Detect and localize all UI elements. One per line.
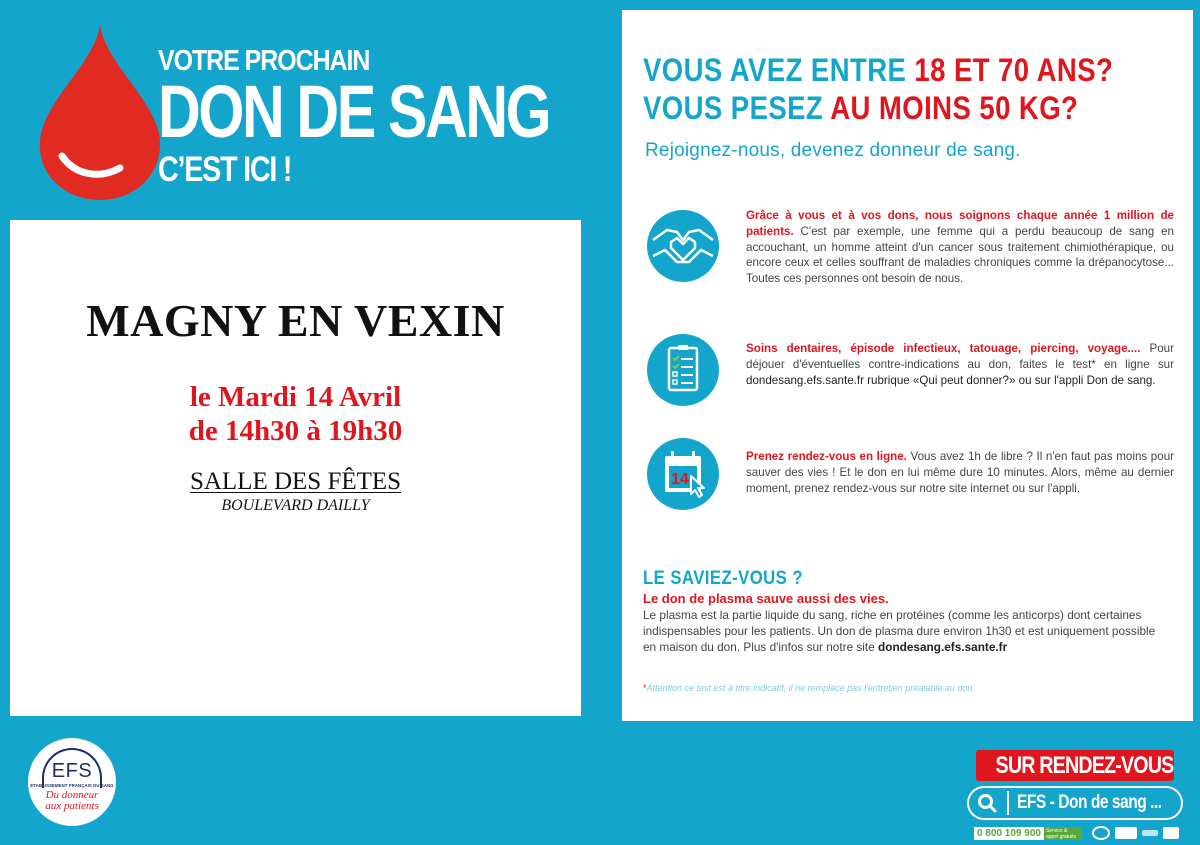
efs-motto-line-2: aux patients [45, 800, 99, 812]
event-venue [10, 468, 581, 496]
age-question [643, 52, 1113, 89]
join-tagline: Rejoignez-nous, devenez donneur de sang. [645, 140, 1021, 161]
heart-hands-icon [647, 210, 719, 282]
checklist-icon [647, 334, 719, 406]
info-block-appointment-body: Vous avez 1h de libre ? Il n'en faut pas moins pour sauver des vies ! Et le don en lui même dure 10 minutes. Alors, même au dernier moment, prenez rendez-vous sur notre site internet ou sur l'appli. [746, 450, 1174, 495]
hero-line-1: VOTRE PROCHAIN [158, 45, 370, 77]
appointment-badge-label: SUR RENDEZ-VOUS [995, 752, 1174, 779]
age-range: 18 ET 70 ANS [914, 52, 1096, 88]
search-icon [977, 793, 997, 813]
hero-line-3: C’EST ICI ! [158, 150, 292, 189]
event-date-day: le Mardi 14 Avril [189, 381, 402, 413]
partner-logo-icon [1115, 827, 1137, 839]
event-panel [10, 220, 581, 716]
appointment-badge [976, 750, 1174, 781]
info-block-patients-text [746, 208, 1174, 287]
blood-drop-icon [36, 22, 164, 202]
partner-logo-icon [1142, 830, 1158, 836]
search-box[interactable] [967, 786, 1183, 820]
event-date [10, 380, 581, 448]
weight-question [643, 90, 1078, 127]
info-block-patients-body: C'est par exemple, une femme qui a perdu beaucoup de sang en accouchant, un homme atteint d'un cancer sous traitement chimiothérapique, ou encore ceux et celles souffrant de maladies chroniques comme la drépanocytose... Toutes ces personnes ont besoin de nous. [746, 224, 1174, 286]
search-query: EFS - Don de sang ... [1017, 792, 1162, 813]
event-street: BOULEVARD DAILLY [221, 497, 370, 514]
did-you-know-body [643, 607, 1163, 655]
age-question-prefix: VOUS AVEZ ENTRE [643, 52, 915, 88]
partner-logo-icon [1092, 826, 1110, 840]
hero-title [158, 44, 647, 190]
phone-number[interactable]: 0 800 109 900 [974, 827, 1044, 840]
age-question-mark: ? [1095, 52, 1114, 88]
did-you-know-title: LE SAVIEZ-VOUS ? [643, 568, 804, 589]
phone-note: Service & appel gratuits [1044, 827, 1082, 840]
event-city: MAGNY EN VEXIN [86, 295, 505, 346]
contact-row [974, 826, 1179, 840]
info-block-appointment-headline: Prenez rendez-vous en ligne. [746, 450, 907, 463]
footnote [643, 683, 975, 693]
partner-logo-icon [1163, 827, 1179, 839]
efs-full-name: ÉTABLISSEMENT FRANÇAIS DU SANG [30, 783, 114, 788]
info-block-patients-headline: Grâce à vous et à vos dons, nous soignons chaque année 1 million de patients. [746, 209, 1174, 238]
weight-minimum: AU MOINS 50 KG [830, 90, 1062, 126]
info-block-eligibility-body: Pour déjouer d'éventuelles contre-indications au don, faites le test* en ligne sur [746, 342, 1174, 371]
info-block-eligibility-body-2: rubrique «Qui peut donner?» ou sur l'appli Don de sang. [863, 373, 1156, 387]
info-block-eligibility-headline: Soins dentaires, épisode infectieux, tatouage, piercing, voyage.... [746, 342, 1141, 355]
efs-motto [28, 790, 116, 812]
info-panel [622, 10, 1193, 721]
dondesang-link[interactable]: dondesang.efs.sante.fr [746, 373, 864, 387]
efs-motto-line-1: Du donneur [45, 789, 99, 801]
info-block-eligibility-text [746, 341, 1174, 388]
svg-text:14: 14 [671, 471, 689, 488]
dondesang-site-link[interactable]: dondesang.efs.sante.fr [878, 640, 1008, 654]
search-divider [1007, 791, 1009, 815]
partner-logos [1092, 826, 1179, 840]
weight-question-mark: ? [1061, 90, 1079, 126]
footnote-asterisk: * [643, 683, 647, 693]
footnote-text: Attention ce test est à titre indicatif, il ne remplace pas l'entretien préalable au don. [646, 683, 975, 693]
info-block-appointment-text [746, 449, 1174, 496]
efs-acronym: EFS [51, 760, 93, 782]
weight-question-prefix: VOUS PESEZ [643, 90, 831, 126]
did-you-know-subtitle: Le don de plasma sauve aussi des vies. [643, 591, 889, 606]
hero-line-2: DON DE SANG [158, 70, 550, 153]
efs-logo [28, 738, 116, 826]
event-date-hours: de 14h30 à 19h30 [188, 415, 403, 447]
event-venue-name: SALLE DES FÊTES [189, 468, 402, 495]
calendar-click-icon [647, 438, 719, 510]
plasma-info-text: Le plasma est la partie liquide du sang, riche en protéines (comme les anticorps) dont certaines indispensables pour les patients. Un don de plasma dure environ 1h30 et est uniquement possible en maison du don. Plus d'infos sur notre site [643, 608, 1156, 654]
